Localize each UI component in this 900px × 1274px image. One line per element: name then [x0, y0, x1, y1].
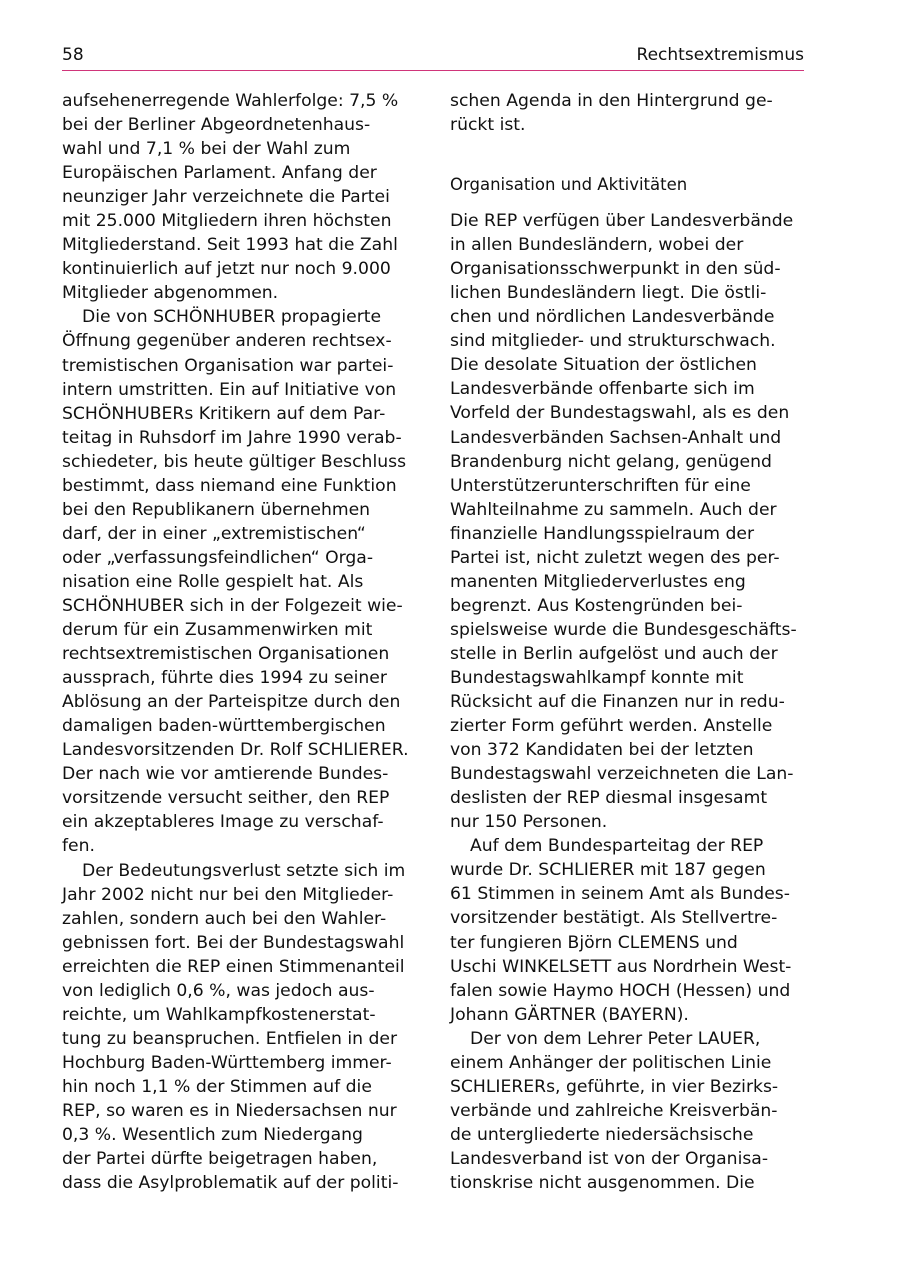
text-line: verbände und zahlreiche Kreisverbän- [450, 1100, 778, 1121]
text-line: Unterstützerunterschriften für eine [450, 475, 751, 496]
text-line: Partei ist, nicht zuletzt wegen des per- [450, 547, 780, 568]
text-line: ein akzeptableres Image zu verschaf- [62, 812, 384, 833]
text-line: rechtsextremistischen Organisationen [62, 644, 390, 665]
text-line: nisation eine Rolle gespielt hat. Als [62, 571, 364, 592]
text-line: Öffnung gegenüber anderen rechtsex- [62, 331, 392, 352]
text-line: Mitgliederstand. Seit 1993 hat die Zahl [62, 235, 398, 256]
text-line: Jahr 2002 nicht nur bei den Mitglieder- [62, 884, 394, 905]
text-line: Brandenburg nicht gelang, genügend [450, 451, 772, 472]
left-column [62, 89, 416, 1195]
text-line: de untergliederte niedersächsische [450, 1124, 754, 1145]
text-line: Der von dem Lehrer Peter LAUER, [470, 1028, 761, 1049]
text-line: zahlen, sondern auch bei den Wahler- [62, 908, 387, 929]
text-line: aufsehenerregende Wahlerfolge: 7,5 % [62, 91, 399, 111]
text-line: REP, so waren es in Niedersachsen nur [62, 1100, 397, 1121]
text-line: Auf dem Bundesparteitag der REP [470, 836, 764, 857]
text-line: Mitglieder abgenommen. [62, 283, 279, 304]
text-line: Uschi WINKELSETT aus Nordrhein West- [450, 956, 792, 977]
text-line: Ablösung an der Parteispitze durch den [62, 692, 401, 713]
text-line: Vorfeld der Bundestagswahl, als es den [450, 403, 790, 424]
text-line: in allen Bundesländern, wobei der [450, 235, 744, 256]
text-line: bestimmt, dass niemand eine Funktion [62, 475, 397, 496]
text-line: Die REP verfügen über Landesverbände [450, 211, 794, 232]
text-line: ter fungieren Björn CLEMENS und [450, 932, 738, 953]
text-line: tionskrise nicht ausgenommen. Die [450, 1172, 755, 1193]
text-line: Europäischen Parlament. Anfang der [62, 163, 377, 184]
paragraph [62, 859, 416, 1196]
right-column [450, 89, 804, 1195]
text-line: intern umstritten. Ein auf Initiative von [62, 379, 397, 400]
text-line: von lediglich 0,6 %, was jedoch aus- [62, 980, 375, 1001]
paragraph [62, 305, 416, 858]
page-number: 58 [62, 45, 84, 65]
text-line: schiedeter, bis heute gültiger Beschluss [62, 451, 407, 472]
text-line: schen Agenda in den Hintergrund ge- [450, 91, 773, 111]
spacer [450, 197, 804, 209]
text-line: bei den Republikanern übernehmen [62, 499, 371, 520]
text-line: vorsitzende versucht seither, den REP [62, 788, 390, 809]
text-line: begrenzt. Aus Kostengründen bei- [450, 595, 743, 616]
text-line: teitag in Ruhsdorf im Jahre 1990 verab- [62, 427, 402, 448]
text-line: reichte, um Wahlkampfkostenerstat- [62, 1004, 376, 1025]
text-line: wurde Dr. SCHLIERER mit 187 gegen [450, 860, 766, 881]
paragraph [450, 209, 804, 834]
text-line: Landesverbänden Sachsen-Anhalt und [450, 427, 782, 448]
text-line: derum für ein Zusammenwirken mit [62, 620, 373, 641]
text-line: spielsweise wurde die Bundesgeschäfts- [450, 619, 797, 640]
text-line: Wahlteilnahme zu sammeln. Auch der [450, 499, 777, 520]
running-header [62, 44, 804, 71]
text-line: manenten Mitgliederverlustes eng [450, 571, 746, 592]
text-line: oder „verfassungsfeindlichen“ Orga- [62, 547, 374, 568]
text-line: Landesverband ist von der Organisa- [450, 1148, 769, 1169]
text-line: damaligen baden-württembergischen [62, 716, 386, 737]
text-line: finanzielle Handlungsspielraum der [450, 523, 755, 544]
text-line: sind mitglieder- und strukturschwach. [450, 331, 776, 352]
text-line: dass die Asylproblematik auf der politi- [62, 1173, 399, 1194]
paragraph [450, 1027, 804, 1195]
text-line: Bundestagswahl verzeichneten die Lan- [450, 764, 794, 785]
paragraph [450, 834, 804, 1026]
text-line: aussprach, führte dies 1994 zu seiner [62, 668, 387, 689]
text-line: wahl und 7,1 % bei der Wahl zum [62, 139, 351, 160]
text-line: stelle in Berlin aufgelöst und auch der [450, 643, 778, 664]
text-line: Hochburg Baden-Württemberg immer- [62, 1052, 392, 1073]
text-line: zierter Form geführt werden. Anstelle [450, 716, 773, 737]
text-line: Die desolate Situation der östlichen [450, 355, 757, 376]
text-line: falen sowie Haymo HOCH (Hessen) und [450, 980, 791, 1001]
text-line: 61 Stimmen in seinem Amt als Bundes- [450, 884, 790, 905]
text-line: gebnissen fort. Bei der Bundestagswahl [62, 932, 405, 953]
text-line: Rücksicht auf die Finanzen nur in redu- [450, 692, 785, 713]
text-line: lichen Bundesländern liegt. Die östli- [450, 283, 767, 304]
text-line: chen und nördlichen Landesverbände [450, 307, 775, 328]
text-line: vorsitzender bestätigt. Als Stellvertre- [450, 908, 778, 929]
text-line: neunziger Jahr verzeichnete die Partei [62, 187, 390, 208]
section-heading: Organisation und Aktivitäten [450, 175, 688, 195]
text-line: Landesverbände offenbarte sich im [450, 379, 755, 400]
text-line: darf, der in einer „extremistischen“ [62, 523, 366, 544]
text-line: kontinuierlich auf jetzt nur noch 9.000 [62, 259, 391, 280]
running-title: Rechtsextremismus [636, 45, 804, 65]
text-line: SCHLIERERs, geführte, in vier Bezirks- [450, 1076, 779, 1097]
spacer [450, 137, 804, 173]
text-line: der Partei dürfte beigetragen haben, [62, 1149, 378, 1170]
text-line: einem Anhänger der politischen Linie [450, 1052, 772, 1073]
text-line: Landesvorsitzenden Dr. Rolf SCHLIERER. [62, 740, 409, 761]
text-line: Der Bedeutungsverlust setzte sich im [82, 860, 406, 881]
text-line: tung zu beanspruchen. Entfielen in der [62, 1028, 398, 1049]
text-line: von 372 Kandidaten bei der letzten [450, 740, 754, 761]
paragraph [62, 89, 416, 305]
text-line: Johann GÄRTNER (BAYERN). [450, 1004, 689, 1025]
text-line: 0,3 %. Wesentlich zum Niedergang [62, 1125, 363, 1146]
text-line: Bundestagswahlkampf konnte mit [450, 667, 744, 688]
text-line: Der nach wie vor amtierende Bundes- [62, 764, 389, 785]
text-line: SCHÖNHUBER sich in der Folgezeit wie- [62, 595, 403, 616]
text-line: erreichten die REP einen Stimmenanteil [62, 956, 405, 977]
paragraph-continuation [450, 89, 804, 137]
text-line: nur 150 Personen. [450, 812, 608, 833]
text-line: Organisationsschwerpunkt in den süd- [450, 259, 781, 280]
text-line: fen. [62, 836, 95, 857]
text-line: SCHÖNHUBERs Kritikern auf dem Par- [62, 403, 386, 424]
text-line: mit 25.000 Mitgliedern ihren höchsten [62, 211, 392, 232]
text-line: Die von SCHÖNHUBER propagierte [82, 307, 382, 328]
text-line: tremistischen Organisation war partei- [62, 355, 394, 376]
text-line: rückt ist. [450, 115, 526, 136]
text-line: deslisten der REP diesmal insgesamt [450, 788, 768, 809]
text-line: hin noch 1,1 % der Stimmen auf die [62, 1076, 372, 1097]
text-line: bei der Berliner Abgeordnetenhaus- [62, 115, 371, 136]
